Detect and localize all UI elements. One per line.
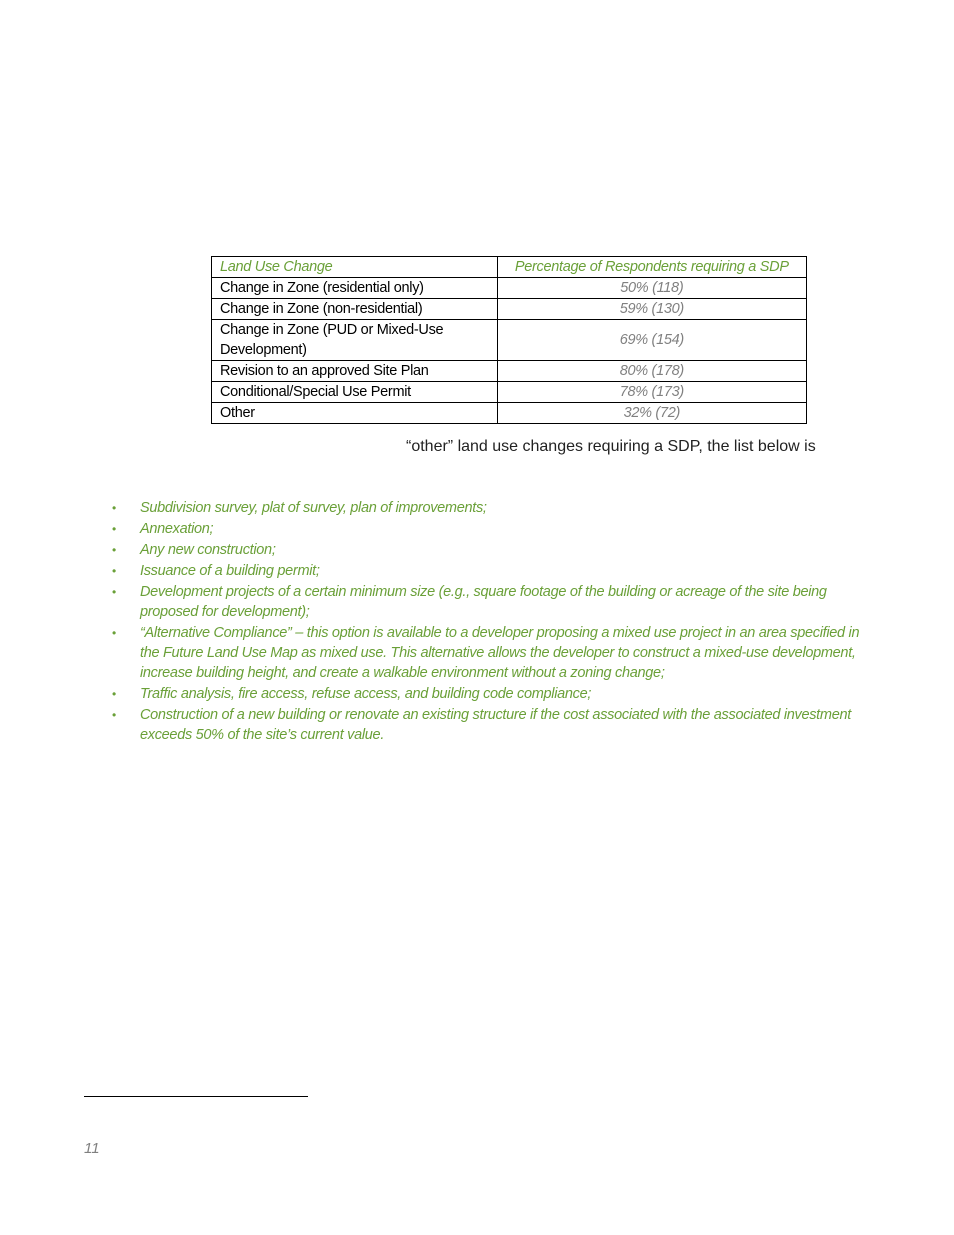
list-item xyxy=(110,519,870,539)
list-item xyxy=(110,540,870,560)
list-item xyxy=(110,582,870,622)
list-item xyxy=(110,561,870,581)
list-item xyxy=(110,705,870,745)
list-item-text: Traffic analysis, fire access, refuse access, and building code compliance; xyxy=(140,686,592,702)
row-label: Other xyxy=(212,403,498,424)
list-item-text: Subdivision survey, plat of survey, plan of improvements; xyxy=(140,500,487,516)
land-use-sdp-table xyxy=(211,256,807,424)
row-percentage: 80% (178) xyxy=(497,361,806,382)
list-item-text: Issuance of a building permit; xyxy=(140,563,320,579)
list-item-text: Annexation; xyxy=(140,521,214,537)
sdp-table-container xyxy=(211,256,807,424)
table-row xyxy=(212,382,807,403)
row-label: Revision to an approved Site Plan xyxy=(212,361,498,382)
row-label: Change in Zone (PUD or Mixed-Use Development) xyxy=(212,320,498,361)
table-row xyxy=(212,403,807,424)
bullet-icon: • xyxy=(112,543,116,557)
column-header-percentage: Percentage of Respondents requiring a SDP xyxy=(497,257,806,278)
list-item xyxy=(110,623,870,683)
bullet-icon: • xyxy=(112,564,116,578)
footnote-separator xyxy=(84,1096,308,1097)
list-item-text: “Alternative Compliance” – this option is available to a developer proposing a mixed use project in an area specified in the Future Land Use Map as mixed use. This alternative allows the developer to construct a mixed-use development, increase building height, and create a walkable environment without a zoning change; xyxy=(140,625,860,681)
list-item-text: Development projects of a certain minimum size (e.g., square footage of the building or acreage of the site being proposed for development); xyxy=(140,584,827,620)
row-label: Conditional/Special Use Permit xyxy=(212,382,498,403)
row-percentage: 50% (118) xyxy=(497,278,806,299)
row-label: Change in Zone (residential only) xyxy=(212,278,498,299)
bullet-icon: • xyxy=(112,501,116,515)
list-item-text: Construction of a new building or renovate an existing structure if the cost associated with the associated investment exceeds 50% of the site’s current value. xyxy=(140,707,851,743)
row-percentage: 32% (72) xyxy=(497,403,806,424)
intro-paragraph-fragment: “other” land use changes requiring a SDP, the list below is xyxy=(406,438,816,455)
row-percentage: 69% (154) xyxy=(497,320,806,361)
bullet-icon: • xyxy=(112,522,116,536)
row-label: Change in Zone (non-residential) xyxy=(212,299,498,320)
column-header-land-use-change: Land Use Change xyxy=(212,257,498,278)
other-changes-bullet-list xyxy=(110,498,870,746)
table-row xyxy=(212,361,807,382)
table-row xyxy=(212,278,807,299)
bullet-icon: • xyxy=(112,585,116,599)
list-item xyxy=(110,498,870,518)
table-row xyxy=(212,299,807,320)
list-item-text: Any new construction; xyxy=(140,542,276,558)
list-item xyxy=(110,684,870,704)
bullet-icon: • xyxy=(112,626,116,640)
table-row xyxy=(212,320,807,361)
page-number: 11 xyxy=(84,1140,100,1157)
bullet-icon: • xyxy=(112,687,116,701)
table-header-row xyxy=(212,257,807,278)
bullet-icon: • xyxy=(112,708,116,722)
row-percentage: 78% (173) xyxy=(497,382,806,403)
row-percentage: 59% (130) xyxy=(497,299,806,320)
